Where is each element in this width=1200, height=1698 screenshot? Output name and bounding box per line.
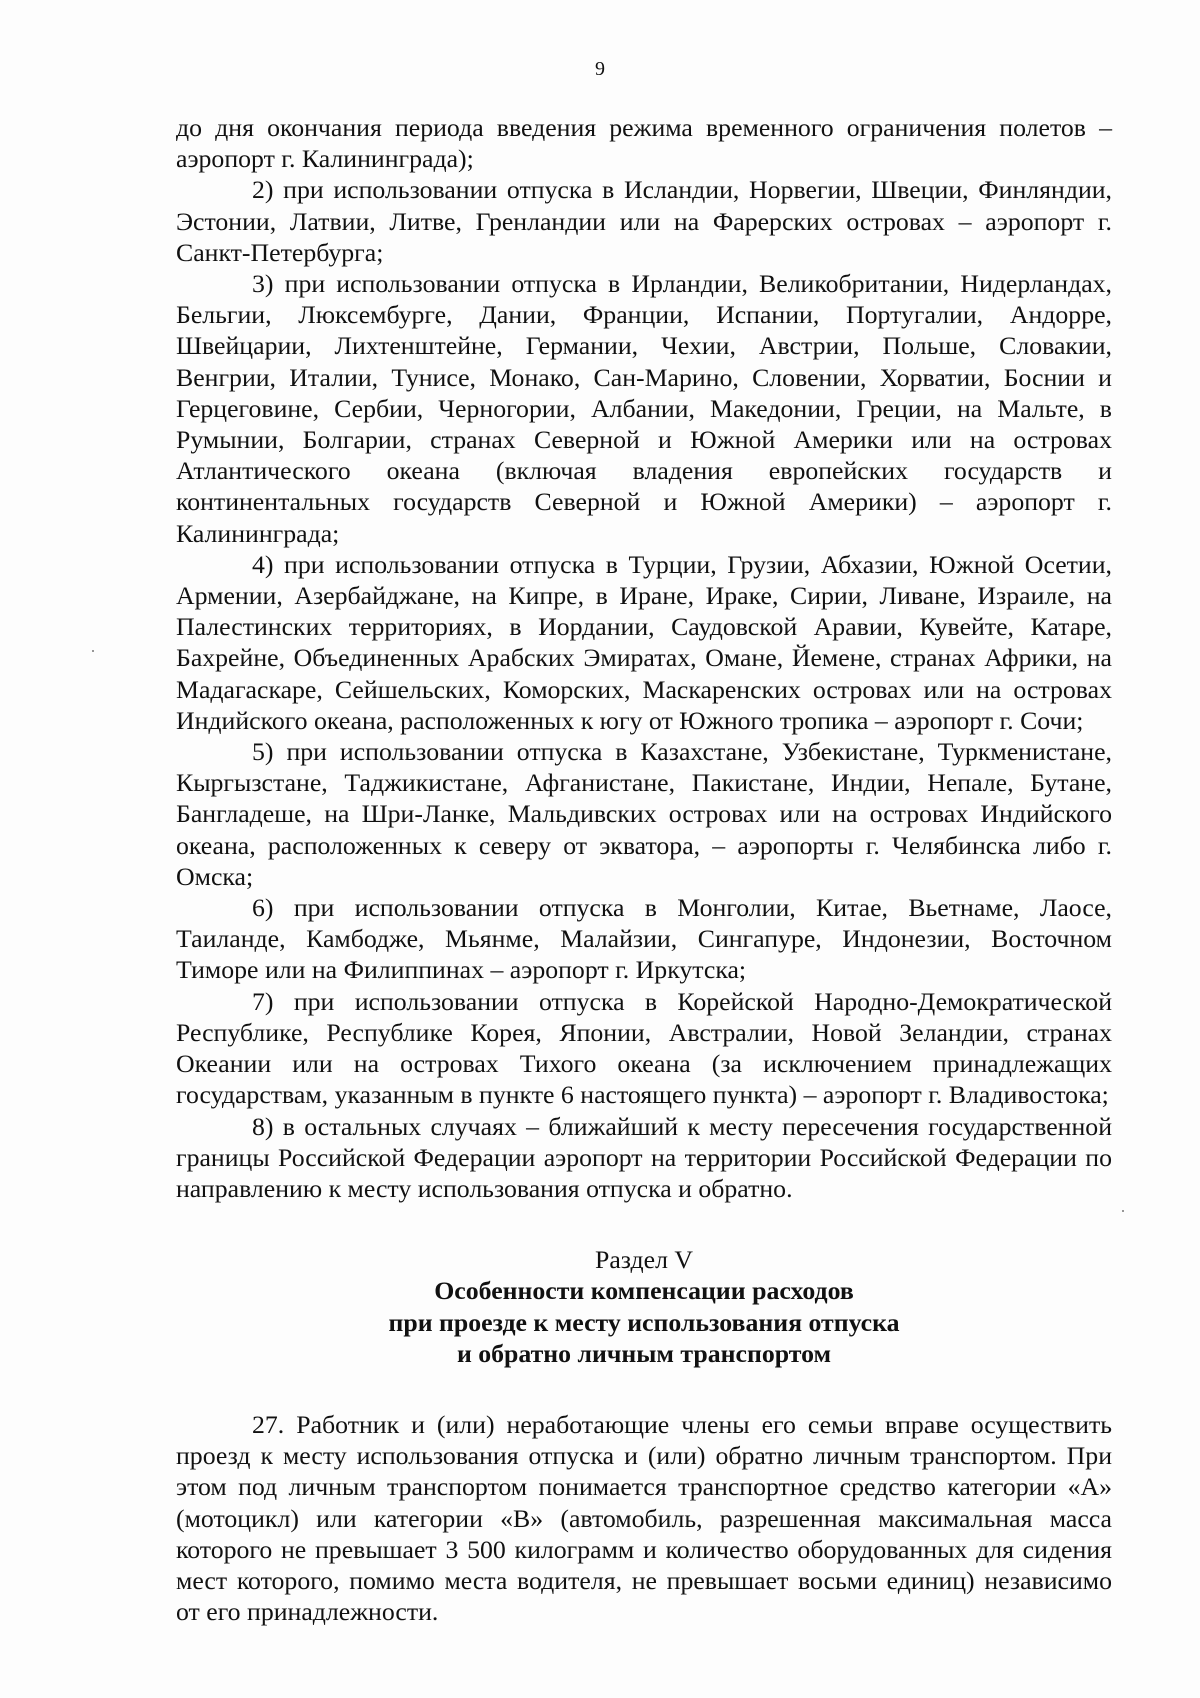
paragraph-item-8: 8) в остальных случаях – ближайший к месту пересечения государственной границы Российской Федерации аэропорт на территории Российской Федерации по направлению к месту использования отпуска и обратно. xyxy=(176,1111,1112,1203)
document-body xyxy=(176,112,1112,1627)
scan-speck xyxy=(1122,1210,1124,1212)
paragraph-item-6: 6) при использовании отпуска в Монголии, Китае, Вьетнаме, Лаосе, Таиланде, Камбодже, Мьянме, Малайзии, Сингапуре, Индонезии, Восточном Тиморе или на Филиппинах – аэропорт г. Иркутска; xyxy=(176,893,1112,985)
section-heading xyxy=(176,1244,1112,1369)
paragraph-continuation: до дня окончания периода введения режима временного ограничения полетов – аэропорт г. Калининграда); xyxy=(176,113,1112,174)
page-number: 9 xyxy=(595,58,605,80)
paragraph-item-5: 5) при использовании отпуска в Казахстане, Узбекистане, Туркменистане, Кыргызстане, Таджикистане, Афганистане, Пакистане, Индии, Непале, Бутане, Бангладеше, на Шри-Ланке, Мальдивских островах или на островах Индийского океана, расположенных к северу от экватора, – аэропорты г. Челябинска либо г. Омска; xyxy=(176,737,1112,891)
section-title-line-1: Особенности компенсации расходов xyxy=(434,1276,854,1306)
section-label: Раздел V xyxy=(594,1245,694,1275)
section-title-line-3: и обратно личным транспортом xyxy=(456,1338,832,1368)
paragraph-item-4: 4) при использовании отпуска в Турции, Грузии, Абхазии, Южной Осетии, Армении, Азербайджане, на Кипре, в Иране, Ираке, Сирии, Ливане, Израиле, на Палестинских территориях, в Иордании, Саудовской Аравии, Кувейте, Катаре, Бахрейне, Объединенных Арабских Эмиратах, Омане, Йемене, странах Африки, на Мадагаскаре, Сейшельских, Коморских, Маскаренских островах или на островах Индийского океана, расположенных к югу от Южного тропика – аэропорт г. Сочи; xyxy=(176,549,1112,735)
scan-speck xyxy=(92,650,94,652)
paragraph-item-7: 7) при использовании отпуска в Корейской Народно-Демократической Республике, Республике Корея, Японии, Австралии, Новой Зеландии, странах Океании или на островах Тихого океана (за исключением принадлежащих государствам, указанным в пункте 6 настоящего пункта) – аэропорт г. Владивостока; xyxy=(176,986,1112,1110)
paragraph-27: 27. Работник и (или) неработающие члены его семьи вправе осуществить проезд к месту использования отпуска и (или) обратно личным транспортом. При этом под личным транспортом понимается транспортное средство категории «А» (мотоцикл) или категории «В» (автомобиль, разрешенная максимальная масса которого не превышает 3 500 килограмм и количество оборудованных для сидения мест которого, помимо места водителя, не превышает восьми единиц) независимо от его принадлежности. xyxy=(176,1409,1112,1627)
section-title-line-2: при проезде к месту использования отпуска xyxy=(388,1307,900,1337)
paragraph-item-2: 2) при использовании отпуска в Исландии, Норвегии, Швеции, Финляндии, Эстонии, Латвии, Литве, Гренландии или на Фарерских островах – аэропорт г. Санкт-Петербурга; xyxy=(176,175,1112,267)
paragraph-item-3: 3) при использовании отпуска в Ирландии, Великобритании, Нидерландах, Бельгии, Люксембурге, Дании, Франции, Испании, Португалии, Андорре, Швейцарии, Лихтенштейне, Германии, Чехии, Австрии, Польше, Словакии, Венгрии, Италии, Тунисе, Монако, Сан-Марино, Словении, Хорватии, Боснии и Герцеговине, Сербии, Черногории, Албании, Македонии, Греции, на Мальте, в Румынии, Болгарии, странах Северной и Южной Америки или на островах Атлантического океана (включая владения европейских государств и континентальных государств Северной и Южной Америки) – аэропорт г. Калининграда; xyxy=(176,269,1112,548)
